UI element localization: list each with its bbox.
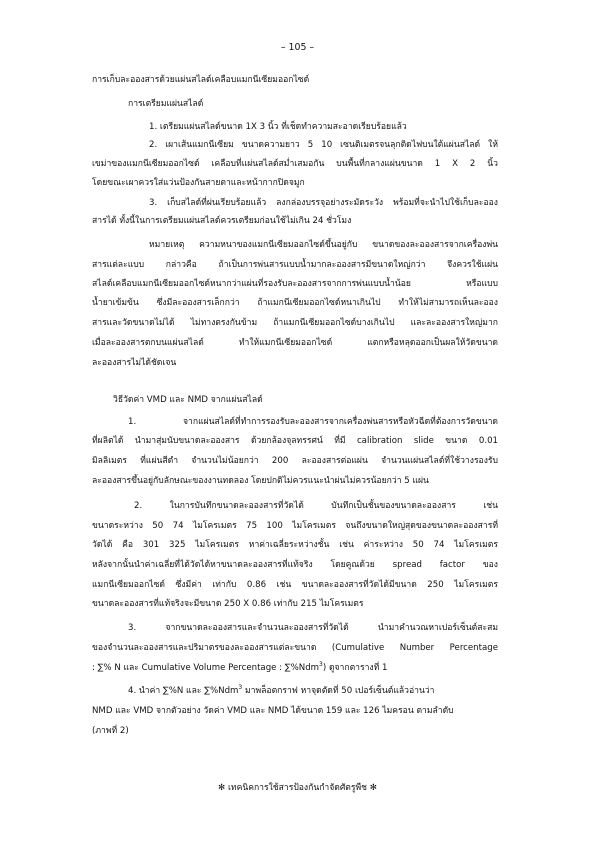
note-paragraph: สารแต่ละแบบ กล่าวคือ ถ้าเป็นการพ่นสารแบบน้ำมากละอองสารมีขนาดใหญ่กว่า จึงควรใช้แผ่น	[92, 260, 498, 270]
method-item: 2. ในการบันทึกขนาดละอองสารที่วัดได้ บันทึกเป็นชั้นของขนาดละอองสาร เช่น	[134, 501, 498, 511]
formula-text: : ∑% N และ Cumulative Volume Percentage : ∑%Ndm	[92, 663, 320, 673]
prep-item-continued: เขม่าของแมกนีเซียมออกไซด์ เคลือบที่แผ่นสไลด์สม่ำเสมอกัน บนพื้นที่กลางแผ่นขนาด 1 X 2 นิ้ว	[92, 159, 498, 169]
item4-start: 4. นำค่า ∑%N และ ∑%Ndm	[128, 686, 239, 696]
page-footer: ✻ เทคนิคการใช้สารป้องกันกำจัดศัตรูพืช ✻	[218, 783, 377, 793]
method-item: (ภาพที่ 2)	[92, 726, 129, 736]
note-paragraph: สไลด์เคลือบแมกนีเซียมออกไซด์หนากว่าแผ่นที่รองรับละอองสารจากการพ่นแบบน้ำน้อย หรือแบบ	[92, 279, 498, 289]
note-paragraph: เมื่อละอองสารตกบนแผ่นสไลด์ ทำให้แมกนีเซียมออกไซด์ แตกหรือหลุดออกเป็นผลให้วัดขนาด	[92, 338, 498, 348]
method-item: หลังจากนั้นนำค่าเฉลี่ยที่ได้วัดได้หาขนาดละอองสารที่แท้จริง โดยคูณด้วย spread factor ของ	[92, 560, 498, 570]
method-item: ของจำนวนละอองสารและปริมาตรของละอองสารแต่ละขนาด (Cumulative Number Percentage	[92, 643, 498, 653]
note-paragraph: น้ำยาเข้มข้น ซึ่งมีละอองสารเล็กกว่า ถ้าแมกนีเซียมออกไซด์หนาเกินไป ทำให้ไม่สามารถเห็นละออง	[92, 298, 498, 308]
item4-superscript: 3	[238, 684, 243, 691]
method-item: ขนาดระหว่าง 50 74 ไมโครเมตร 75 100 ไมโครเมตร จนถึงขนาดใหญ่สุดของขนาดละอองสารที่	[92, 521, 498, 531]
item4-tail: มาพล็อตกราฟ หาจุดตัดที่ 50 เปอร์เซ็นต์แล้วอ่านว่า	[242, 686, 435, 696]
section-title: การเก็บละอองสารด้วยแผ่นสไลด์เคลือบแมกนีเซียมออกไซด์	[92, 75, 310, 85]
method-item: มิลลิเมตร ที่แผ่นสีดำ จำนวนไม่น้อยกว่า 200 ละอองสารต่อแผ่น จำนวนแผ่นสไลด์ที่ใช้วางรองรับ	[92, 456, 498, 466]
prep-item: 2. เผาเส้นแมกนีเซียม ขนาดความยาว 5 10 เซนติเมตรจนลุกติดไฟบนใต้แผ่นสไลด์ ให้	[149, 140, 498, 150]
prep-item: 1. เตรียมแผ่นสไลด์ขนาด 1X 3 นิ้ว ที่เช็ดทำความสะอาดเรียบร้อยแล้ว	[149, 122, 407, 132]
method-item: 3. จากขนาดละอองสารและจำนวนละอองสารที่วัดได้ นำมาคำนวณหาเปอร์เซ็นต์สะสม	[128, 623, 498, 633]
method-item: ละอองสารขึ้นอยู่กับลักษณะของงานทดลอง โดยปกติไม่ควรแนะนำผ่นไม่ควรน้อยกว่า 5 แผ่น	[92, 476, 429, 486]
note-paragraph: สารและวัดขนาดไม่ได้ ไม่ทางตรงกันข้าม ถ้าแมกนีเซียมออกไซด์บางเกินไป และละอองสารใหญ่มาก	[92, 318, 498, 328]
method-item: 1. จากแผ่นสไลด์ที่ทำการรองรับละอองสารจากเครื่องพ่นสารหรือหัวฉีดที่ต้องการวัดขนาด	[128, 417, 498, 427]
subsection-heading: การเตรียมแผ่นสไลด์	[128, 99, 204, 109]
method-item: แมกนีเซียมออกไซด์ ซึ่งมีค่า เท่ากับ 0.86 เช่น ขนาดละอองสารที่วัดได้มีขนาด 250 ไมโครเมตร	[92, 580, 498, 590]
method-item	[128, 686, 434, 697]
method-title: วิธีวัดค่า VMD และ NMD จากแผ่นสไลด์	[113, 395, 263, 405]
prep-item: 3. เก็บสไลด์ที่ผ่นเรียบร้อยแล้ว ลงกล่องบรรจุอย่างระมัดระวัง พร้อมที่จะนำไปใช้เก็บละออง	[149, 198, 498, 208]
prep-item-continued: สารได้ ทั้งนี้ในการเตรียมแผ่นสไลด์ควรเตรียมก่อนใช้ไม่เกิน 24 ชั่วโมง	[92, 216, 352, 226]
prep-item-continued: โดยขณะเผาควรใส่แว่นป้องกันสายตาและหน้ากากปิดจมูก	[92, 178, 305, 188]
method-item: NMD และ VMD จากตัวอย่าง วัดค่า VMD และ NMD ได้ขนาด 159 และ 126 ไมครอน ตามลำดับ	[92, 706, 454, 716]
formula-superscript: 3	[319, 661, 323, 668]
note-paragraph: หมายเหตุ ความหนาของแมกนีเซียมออกไซด์ขึ้นอยู่กับ ขนาดของละอองสารจากเครื่องพ่น	[149, 240, 498, 250]
method-item: วัดได้ คือ 301 325 ไมโครเมตร หาค่าเฉลี่ยระหว่างชั้น เช่น ค่าระหว่าง 50 74 ไมโครเมตร	[92, 540, 498, 550]
note-paragraph: ละอองสารไม่ได้ชัดเจน	[92, 358, 177, 368]
method-item: ที่ผลิตได้ นำมาสุ่มนับขนาดละอองสาร ด้วยกล้องจุลทรรศน์ ที่มี calibration slide ขนาด 0.01	[92, 436, 498, 446]
formula-line	[92, 663, 388, 674]
method-item: ขนาดละอองสารที่แท้จริงจะมีขนาด 250 X 0.86 เท่ากับ 215 ไมโครเมตร	[92, 599, 364, 609]
formula-text-end: ) ดูจากตารางที่ 1	[322, 663, 388, 673]
page-number: – 105 –	[280, 42, 315, 53]
